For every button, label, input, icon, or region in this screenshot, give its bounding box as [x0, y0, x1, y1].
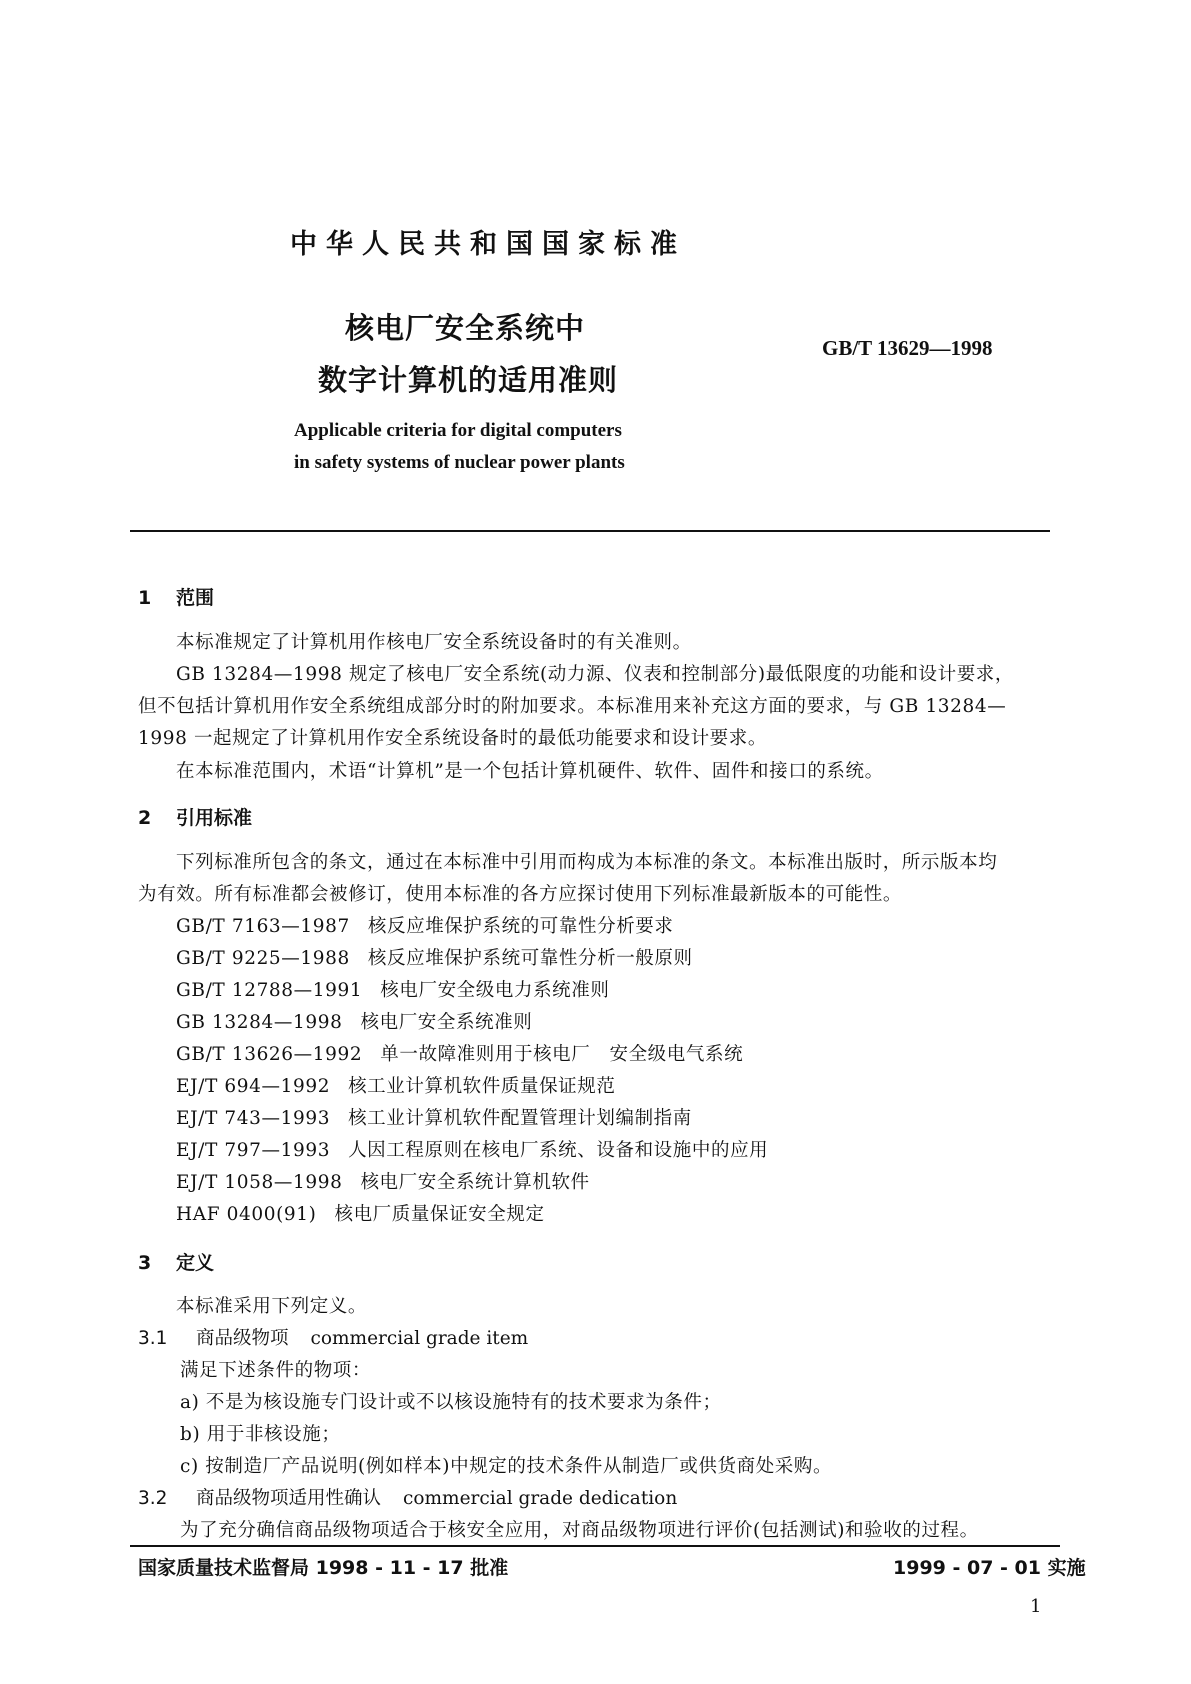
reference-code: EJ/T 743—1993: [176, 1108, 331, 1129]
section-title: 引用标准: [176, 807, 253, 829]
definition-term-english: commercial grade item: [310, 1328, 529, 1349]
paragraph: 为了充分确信商品级物项适合于核安全应用，对商品级物项进行评价(包括测试)和验收的过程。: [180, 1520, 979, 1541]
reference-title: 单一故障准则用于核电厂 安全级电气系统: [380, 1044, 744, 1065]
definition-3-2-heading: [138, 1484, 677, 1510]
reference-item: [176, 1168, 590, 1194]
reference-title: 核反应堆保护系统可靠性分析一般原则: [367, 948, 693, 969]
reference-item: [176, 944, 693, 970]
paragraph: 1998 一起规定了计算机用作安全系统设备时的最低功能要求和设计要求。: [138, 728, 767, 749]
title-english-line2: in safety systems of nuclear power plants: [294, 452, 625, 473]
section-number: 2: [138, 807, 152, 829]
paragraph: 为有效。所有标准都会被修订，使用本标准的各方应探讨使用下列标准最新版本的可能性。: [138, 884, 903, 905]
reference-code: GB/T 7163—1987: [176, 916, 350, 937]
paragraph: 下列标准所包含的条文，通过在本标准中引用而构成为本标准的条文。本标准出版时，所示版本均: [176, 852, 998, 873]
reference-title: 核电厂安全系统准则: [360, 1012, 533, 1033]
definition-number: 3.1: [138, 1328, 168, 1349]
reference-code: EJ/T 694—1992: [176, 1076, 331, 1097]
reference-code: GB/T 9225—1988: [176, 948, 350, 969]
definition-term: 商品级物项: [196, 1328, 289, 1349]
title-chinese-line1: 核电厂安全系统中: [345, 311, 586, 345]
reference-item: [176, 1008, 532, 1034]
reference-item: [176, 1072, 615, 1098]
national-standard-heading: 中华人民共和国国家标准: [290, 229, 686, 260]
footer-divider: [130, 1545, 1060, 1547]
reference-item: [176, 976, 609, 1002]
reference-code: EJ/T 1058—1998: [176, 1172, 343, 1193]
paragraph: 在本标准范围内，术语“计算机”是一个包括计算机硬件、软件、固件和接口的系统。: [176, 761, 884, 782]
reference-code: HAF 0400(91): [176, 1204, 317, 1225]
page-number: 1: [1030, 1596, 1042, 1617]
standard-number: GB/T 13629—1998: [822, 336, 993, 360]
paragraph: 满足下述条件的物项：: [180, 1360, 372, 1381]
reference-title: 核电厂安全级电力系统准则: [380, 980, 610, 1001]
list-item: a) 不是为核设施专门设计或不以核设施特有的技术要求为条件；: [180, 1392, 722, 1413]
reference-code: GB/T 13626—1992: [176, 1044, 363, 1065]
title-chinese-line2: 数字计算机的适用准则: [318, 363, 619, 397]
reference-code: EJ/T 797—1993: [176, 1140, 331, 1161]
reference-item: [176, 1040, 743, 1066]
reference-title: 人因工程原则在核电厂系统、设备和设施中的应用: [348, 1140, 769, 1161]
reference-item: [176, 1104, 692, 1130]
section-2-heading: [138, 803, 252, 830]
reference-code: GB 13284—1998: [176, 1012, 343, 1033]
reference-code: GB/T 12788—1991: [176, 980, 363, 1001]
list-item: c) 按制造厂产品说明(例如样本)中规定的技术条件从制造厂或供货商处采购。: [180, 1456, 833, 1477]
reference-title: 核反应堆保护系统的可靠性分析要求: [367, 916, 674, 937]
reference-item: [176, 912, 674, 938]
paragraph: 但不包括计算机用作安全系统组成部分时的附加要求。本标准用来补充这方面的要求，与 GB 13284—: [138, 696, 1007, 717]
section-number: 3: [138, 1252, 152, 1274]
paragraph: GB 13284—1998 规定了核电厂安全系统(动力源、仪表和控制部分)最低限度的功能和设计要求，: [176, 664, 1015, 685]
reference-title: 核工业计算机软件配置管理计划编制指南: [348, 1108, 692, 1129]
header-divider: [130, 530, 1050, 532]
title-english-line1: Applicable criteria for digital computers: [294, 420, 622, 441]
paragraph: 本标准采用下列定义。: [176, 1296, 368, 1317]
reference-item: [176, 1136, 768, 1162]
reference-title: 核电厂质量保证安全规定: [334, 1204, 545, 1225]
definition-3-1-heading: [138, 1324, 528, 1350]
reference-title: 核电厂安全系统计算机软件: [360, 1172, 590, 1193]
section-number: 1: [138, 587, 152, 609]
effective-date: 1999 - 07 - 01 实施: [893, 1557, 1086, 1579]
section-1-heading: [138, 583, 214, 610]
reference-item: [176, 1200, 545, 1226]
section-3-heading: [138, 1248, 214, 1275]
section-title: 定义: [176, 1252, 215, 1274]
paragraph: 本标准规定了计算机用作核电厂安全系统设备时的有关准则。: [176, 632, 692, 653]
approval-line: 国家质量技术监督局 1998 - 11 - 17 批准: [138, 1557, 509, 1579]
definition-term-english: commercial grade dedication: [403, 1488, 678, 1509]
list-item: b) 用于非核设施；: [180, 1424, 341, 1445]
definition-number: 3.2: [138, 1488, 168, 1509]
reference-title: 核工业计算机软件质量保证规范: [348, 1076, 616, 1097]
definition-term: 商品级物项适用性确认: [196, 1488, 382, 1509]
section-title: 范围: [176, 587, 215, 609]
